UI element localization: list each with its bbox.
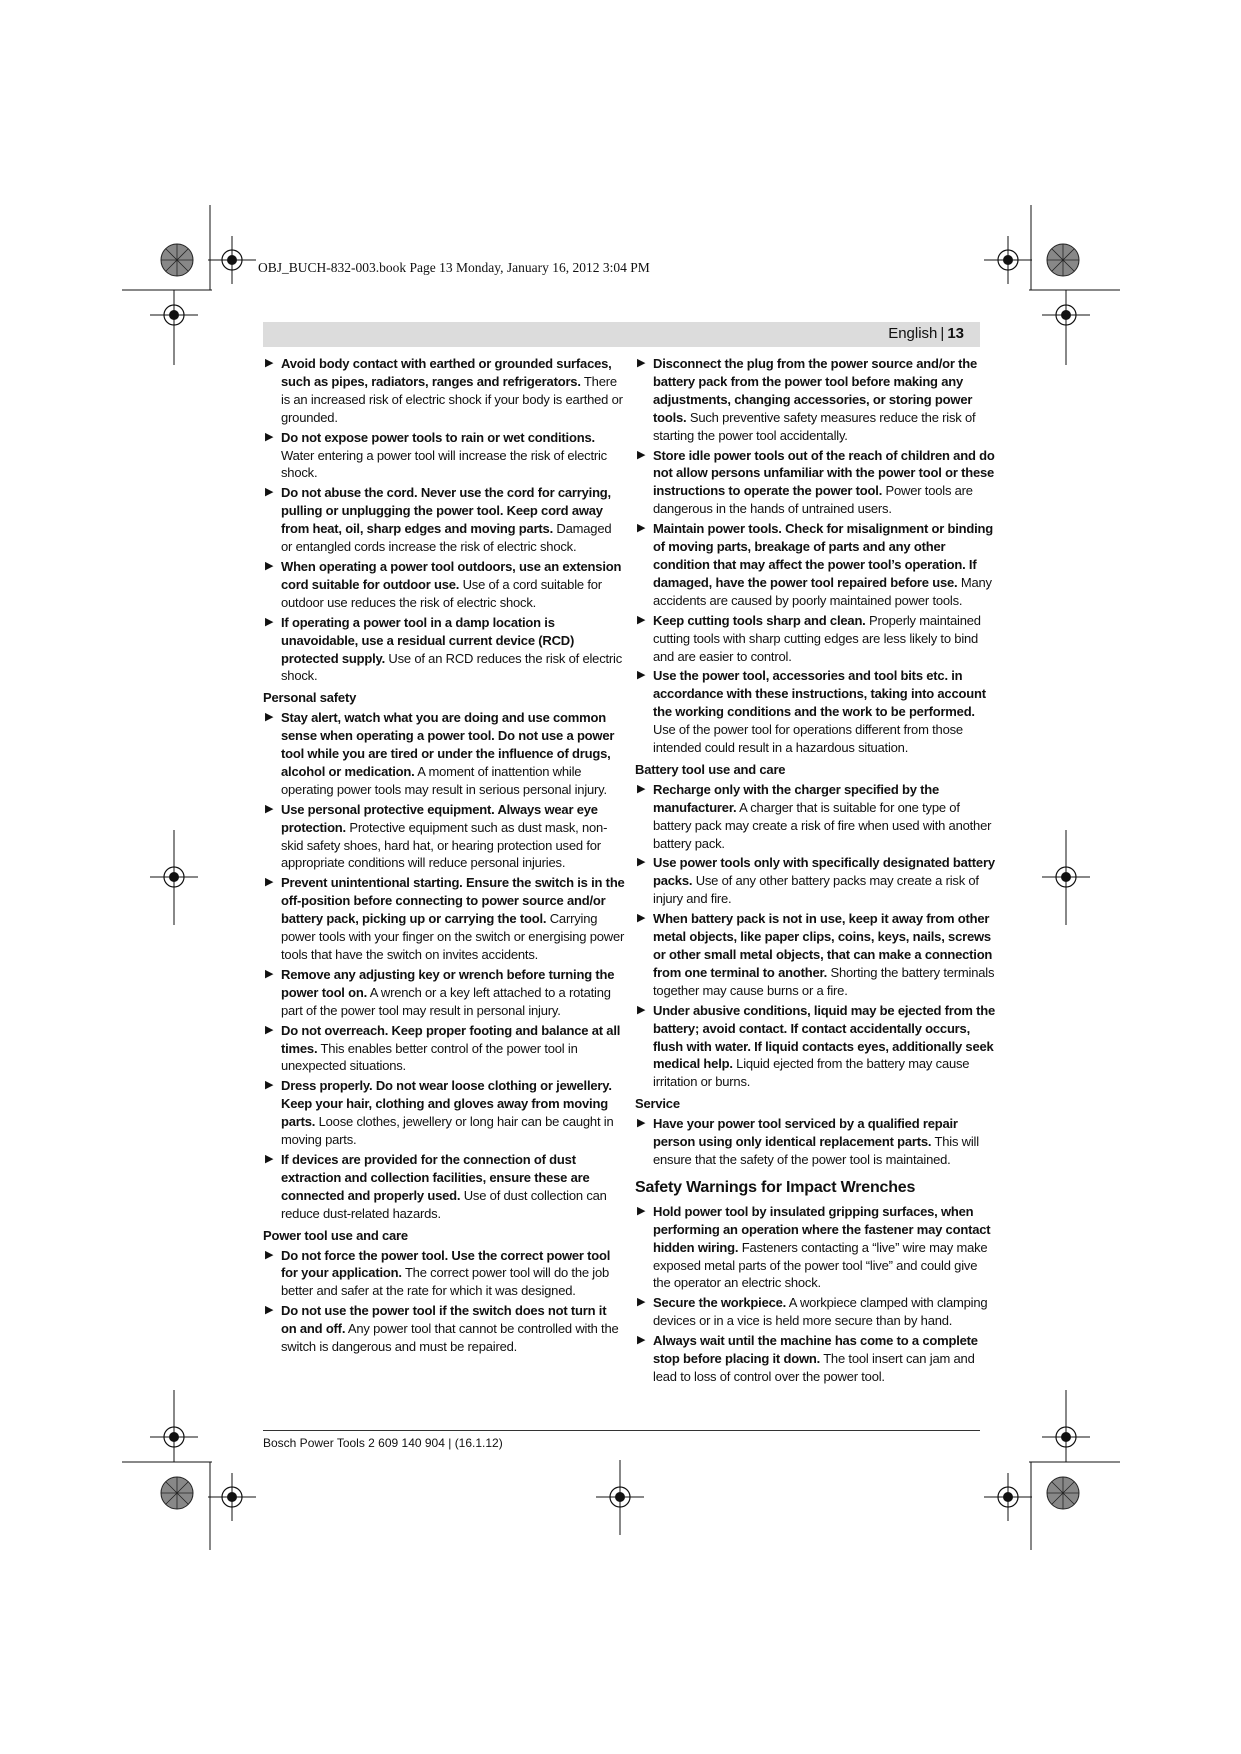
- item-instruction: Use the power tool, accessories and tool bits etc. in accordance with these instructions, taking into account the working conditions and the work to be performed.: [653, 668, 986, 720]
- item-instruction: Always wait until the machine has come to a complete stop before placing it down.: [653, 1333, 978, 1367]
- bullet-arrow-icon: ▶: [637, 448, 646, 461]
- item-instruction: Keep cutting tools sharp and clean.: [653, 612, 866, 628]
- bullet-arrow-icon: ▶: [637, 856, 646, 869]
- item-instruction: Do not expose power tools to rain or wet conditions.: [281, 429, 595, 445]
- color-wheel-icon: [161, 1477, 193, 1509]
- item-explanation: A workpiece clamped with clamping devices or in a vice is held more secure than by hand.: [653, 1295, 988, 1329]
- header-language: English: [888, 325, 938, 342]
- item-explanation: Liquid ejected from the battery may cause irritation or burns.: [653, 1056, 970, 1090]
- item-explanation: Use of dust collection can reduce dust-related hazards.: [281, 1187, 607, 1221]
- bullet-arrow-icon: ▶: [265, 711, 274, 724]
- item-explanation: The correct power tool will do the job better and safer at the rate for which it was designed.: [281, 1265, 610, 1299]
- bullet-arrow-icon: ▶: [637, 1117, 646, 1130]
- item-explanation: Loose clothes, jewellery or long hair can be caught in moving parts.: [281, 1114, 614, 1148]
- subsection-heading: Battery tool use and care: [635, 761, 786, 777]
- page-number: 13: [947, 325, 964, 342]
- bullet-arrow-icon: ▶: [637, 522, 646, 535]
- subsection-heading: Power tool use and care: [263, 1227, 408, 1243]
- bullet-arrow-icon: ▶: [637, 782, 646, 795]
- bullet-arrow-icon: ▶: [265, 1152, 274, 1165]
- bullet-arrow-icon: ▶: [637, 1296, 646, 1309]
- bullet-arrow-icon: ▶: [265, 357, 274, 369]
- item-explanation: Protective equipment such as dust mask, non-skid safety shoes, hard hat, or hearing protection used for appropriate conditions will reduce personal injuries.: [281, 819, 608, 871]
- item-explanation: Carrying power tools with your finger on the switch or energising power tools that have the switch on invites accidents.: [281, 911, 625, 962]
- file-slug: OBJ_BUCH-832-003.book Page 13 Monday, January 16, 2012 3:04 PM: [258, 260, 650, 275]
- color-wheel-icon: [1047, 244, 1079, 276]
- item-explanation: Use of the power tool for operations different from those intended could result in a hazardous situation.: [653, 722, 963, 756]
- item-explanation: Properly maintained cutting tools with sharp cutting edges are less likely to bind and are easier to control.: [653, 612, 981, 664]
- item-explanation: This enables better control of the power tool in unexpected situations.: [281, 1040, 578, 1074]
- item-instruction: Remove any adjusting key or wrench before turning the power tool on.: [281, 966, 615, 1000]
- bullet-arrow-icon: ▶: [265, 1248, 274, 1261]
- registration-cross-icon: [984, 1473, 1032, 1521]
- bullet-arrow-icon: ▶: [637, 912, 646, 925]
- item-instruction: When operating a power tool outdoors, use an extension cord suitable for outdoor use.: [281, 558, 622, 592]
- item-instruction: Do not force the power tool. Use the correct power tool for your application.: [281, 1247, 611, 1281]
- item-explanation: Such preventive safety measures reduce the risk of starting the power tool accidentally.: [653, 409, 976, 443]
- item-instruction: If devices are provided for the connection of dust extraction and collection facilities, ensure these are connected and properly used.: [281, 1151, 590, 1203]
- item-explanation: Damaged or entangled cords increase the risk of electric shock.: [281, 521, 612, 555]
- bullet-arrow-icon: ▶: [637, 1003, 646, 1016]
- bullet-arrow-icon: ▶: [265, 802, 274, 815]
- item-instruction: Maintain power tools. Check for misalignment or binding of moving parts, breakage of parts and any other condition that may affect the power tool’s operation. If damaged, have the power tool repaired before use.: [653, 521, 994, 590]
- bullet-arrow-icon: ▶: [265, 615, 274, 628]
- registration-cross-icon: [208, 236, 256, 284]
- item-explanation: Power tools are dangerous in the hands of untrained users.: [653, 483, 973, 517]
- bullet-arrow-icon: ▶: [265, 430, 274, 443]
- color-wheel-icon: [161, 244, 193, 276]
- item-explanation: The tool insert can jam and lead to loss of control over the power tool.: [653, 1351, 975, 1384]
- bullet-arrow-icon: ▶: [637, 669, 646, 682]
- item-explanation: Use of a cord suitable for outdoor use reduces the risk of electric shock.: [281, 576, 602, 610]
- bullet-arrow-icon: ▶: [637, 1334, 646, 1347]
- item-instruction: Hold power tool by insulated gripping surfaces, when performing an operation where the fastener may contact hidden wiring.: [653, 1203, 991, 1255]
- item-instruction: Secure the workpiece.: [653, 1295, 787, 1311]
- registration-cross-icon: [208, 1473, 256, 1521]
- color-wheel-icon: [1047, 1477, 1079, 1509]
- item-instruction: Use power tools only with specifically designated battery packs.: [653, 855, 995, 889]
- section-title: Safety Warnings for Impact Wrenches: [635, 1178, 916, 1196]
- item-explanation: Water entering a power tool will increase the risk of electric shock.: [281, 447, 607, 481]
- item-instruction: When battery pack is not in use, keep it away from other metal objects, like paper clips, coins, keys, nails, screws or other small metal objects, that can make a connection from one terminal to another.: [653, 911, 993, 980]
- item-instruction: Recharge only with the charger specified by the manufacturer.: [653, 781, 940, 815]
- item-explanation: This will ensure that the safety of the power tool is maintained.: [653, 1134, 979, 1167]
- item-explanation: Shorting the battery terminals together may cause burns or a fire.: [653, 964, 995, 998]
- item-explanation: Fasteners contacting a “live” wire may make exposed metal parts of the power tool “live” and could give the operator an electric shock.: [653, 1239, 988, 1291]
- item-instruction: Do not abuse the cord. Never use the cord for carrying, pulling or unplugging the power tool. Keep cord away from heat, oil, sharp edges and moving parts.: [281, 485, 611, 537]
- item-instruction: If operating a power tool in a damp location is unavoidable, use a residual current device (RCD) protected supply.: [281, 614, 575, 666]
- footer-text: Bosch Power Tools 2 609 140 904 | (16.1.12): [263, 1436, 503, 1450]
- item-instruction: Do not use the power tool if the switch does not turn it on and off.: [281, 1303, 607, 1337]
- bullet-arrow-icon: ▶: [637, 1204, 646, 1217]
- item-explanation: A charger that is suitable for one type of battery pack may create a risk of fire when used with another battery pack.: [653, 799, 992, 851]
- item-explanation: A wrench or a key left attached to a rotating part of the power tool may result in personal injury.: [281, 984, 611, 1018]
- bullet-arrow-icon: ▶: [637, 357, 646, 369]
- bullet-arrow-icon: ▶: [265, 1079, 274, 1092]
- bullet-arrow-icon: ▶: [265, 1023, 274, 1036]
- bullet-arrow-icon: ▶: [265, 876, 274, 889]
- bullet-arrow-icon: ▶: [265, 559, 274, 572]
- item-instruction: Have your power tool serviced by a qualified repair person using only identical replacement parts.: [653, 1116, 958, 1150]
- item-instruction: Stay alert, watch what you are doing and use common sense when operating a power tool. Do not use a power tool while you are tired or under the influence of drugs, alcohol or medication.: [281, 710, 615, 779]
- item-explanation: Many accidents are caused by poorly maintained power tools.: [653, 574, 992, 608]
- bullet-arrow-icon: ▶: [265, 1304, 274, 1317]
- item-instruction: Use personal protective equipment. Always wear eye protection.: [281, 801, 598, 835]
- bullet-arrow-icon: ▶: [265, 967, 274, 980]
- item-explanation: Use of any other battery packs may create a risk of injury and fire.: [653, 873, 979, 907]
- bullet-arrow-icon: ▶: [265, 486, 274, 499]
- item-instruction: Store idle power tools out of the reach of children and do not allow persons unfamiliar with the power tool or these instructions to operate the power tool.: [653, 447, 995, 499]
- item-instruction: Under abusive conditions, liquid may be ejected from the battery; avoid contact. If contact accidentally occurs, flush with water. If liquid contacts eyes, additionally seek medical help.: [653, 1002, 996, 1072]
- item-explanation: A moment of inattention while operating power tools may result in serious personal injury.: [281, 763, 607, 797]
- item-instruction: Prevent unintentional starting. Ensure the switch is in the off-position before connecting to power source and/or battery pack, picking up or carrying the tool.: [281, 875, 625, 927]
- item-instruction: Do not overreach. Keep proper footing and balance at all times.: [281, 1022, 621, 1056]
- header-separator: |: [940, 325, 945, 342]
- item-explanation: There is an increased risk of electric shock if your body is earthed or grounded.: [281, 373, 623, 425]
- item-explanation: Any power tool that cannot be controlled with the switch is dangerous and must be repaired.: [281, 1321, 619, 1355]
- item-instruction: Avoid body contact with earthed or grounded surfaces, such as pipes, radiators, ranges and refrigerators.: [281, 356, 612, 389]
- subsection-heading: Personal safety: [263, 690, 357, 706]
- item-instruction: Disconnect the plug from the power source and/or the battery pack from the power tool before making any adjustments, changing accessories, or storing power tools.: [653, 356, 978, 425]
- item-instruction: Dress properly. Do not wear loose clothing or jewellery. Keep your hair, clothing and gloves away from moving parts.: [281, 1078, 612, 1130]
- subsection-heading: Service: [635, 1096, 680, 1112]
- registration-cross-icon: [984, 236, 1032, 284]
- bullet-arrow-icon: ▶: [637, 613, 646, 626]
- item-explanation: Use of an RCD reduces the risk of electric shock.: [281, 650, 623, 684]
